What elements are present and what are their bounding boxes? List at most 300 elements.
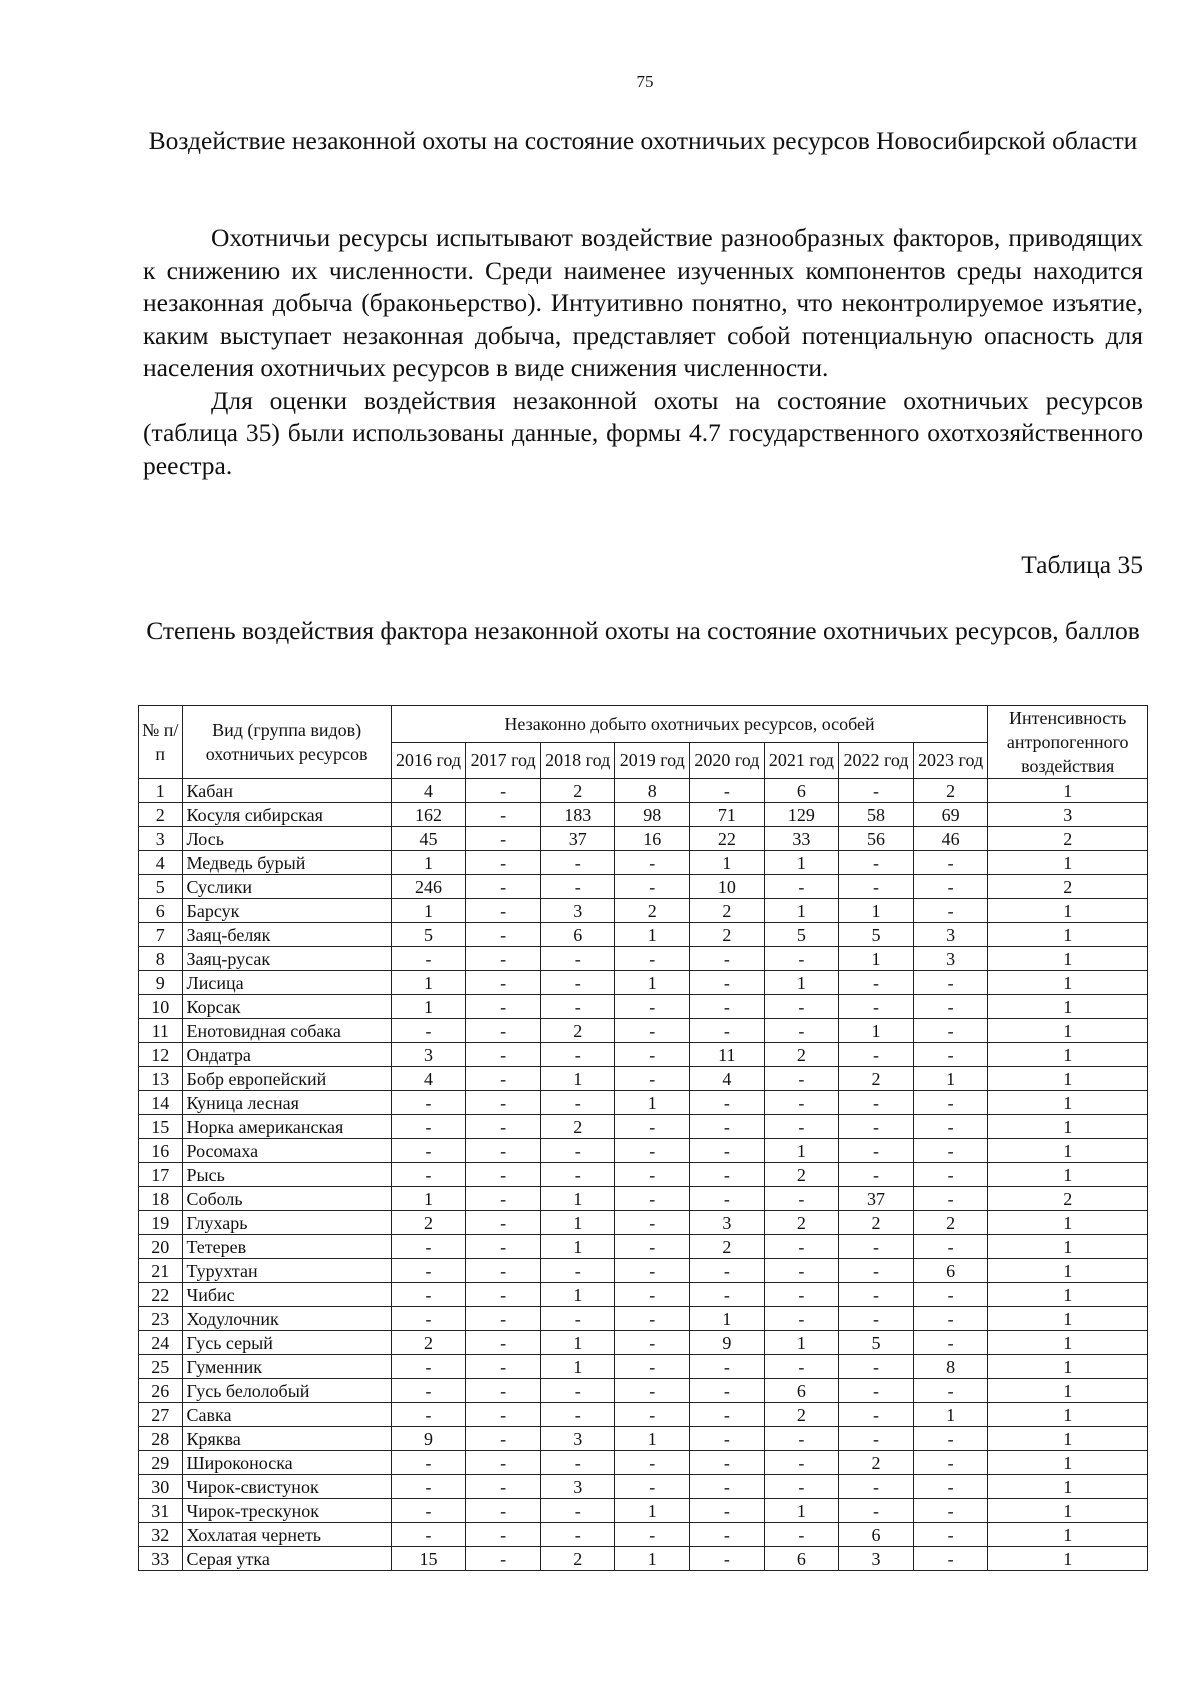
year-value-cell: 8 bbox=[615, 779, 690, 803]
table-row bbox=[139, 1451, 1148, 1475]
year-value-cell: 5 bbox=[839, 923, 914, 947]
table-row bbox=[139, 1211, 1148, 1235]
year-value-cell: 69 bbox=[913, 803, 988, 827]
table-row bbox=[139, 1115, 1148, 1139]
header-year: 2018 год bbox=[540, 742, 615, 779]
year-value-cell: - bbox=[466, 875, 541, 899]
year-value-cell: 1 bbox=[690, 1307, 765, 1331]
row-number-cell: 18 bbox=[139, 1187, 183, 1211]
year-value-cell: - bbox=[615, 1019, 690, 1043]
table-title: Степень воздействия фактора незаконной охоты на состояние охотничьих ресурсов, баллов bbox=[146, 616, 1140, 645]
year-value-cell: 2 bbox=[540, 1547, 615, 1571]
year-value-cell: - bbox=[615, 851, 690, 875]
row-number-cell: 13 bbox=[139, 1067, 183, 1091]
intensity-score-cell: 1 bbox=[988, 971, 1148, 995]
year-value-cell: - bbox=[839, 1355, 914, 1379]
intensity-score-cell: 1 bbox=[988, 923, 1148, 947]
row-number-cell: 29 bbox=[139, 1451, 183, 1475]
year-value-cell: 11 bbox=[690, 1043, 765, 1067]
row-number-cell: 16 bbox=[139, 1139, 183, 1163]
year-value-cell: - bbox=[839, 1091, 914, 1115]
year-value-cell: 56 bbox=[839, 827, 914, 851]
row-number-cell: 25 bbox=[139, 1355, 183, 1379]
species-name-cell: Чирок-трескунок bbox=[182, 1499, 391, 1523]
intensity-score-cell: 1 bbox=[988, 1115, 1148, 1139]
species-name-cell: Турухтан bbox=[182, 1259, 391, 1283]
header-intensity: Интенсивность антропогенного воздействия bbox=[988, 706, 1148, 779]
species-name-cell: Бобр европейский bbox=[182, 1067, 391, 1091]
intensity-score-cell: 1 bbox=[988, 1499, 1148, 1523]
species-name-cell: Глухарь bbox=[182, 1211, 391, 1235]
year-value-cell: 8 bbox=[913, 1355, 988, 1379]
year-value-cell: - bbox=[690, 1451, 765, 1475]
year-value-cell: 162 bbox=[391, 803, 466, 827]
year-value-cell: - bbox=[615, 1331, 690, 1355]
year-value-cell: 1 bbox=[615, 971, 690, 995]
year-value-cell: 3 bbox=[839, 1547, 914, 1571]
year-value-cell: 2 bbox=[839, 1451, 914, 1475]
year-value-cell: - bbox=[913, 971, 988, 995]
year-value-cell: - bbox=[839, 875, 914, 899]
year-value-cell: - bbox=[839, 1283, 914, 1307]
intensity-score-cell: 2 bbox=[988, 1187, 1148, 1211]
year-value-cell: - bbox=[839, 1427, 914, 1451]
intensity-score-cell: 2 bbox=[988, 875, 1148, 899]
intensity-score-cell: 1 bbox=[988, 1043, 1148, 1067]
year-value-cell: - bbox=[690, 1163, 765, 1187]
year-value-cell: 71 bbox=[690, 803, 765, 827]
year-value-cell: 3 bbox=[540, 1475, 615, 1499]
year-value-cell: 46 bbox=[913, 827, 988, 851]
year-value-cell: - bbox=[391, 1163, 466, 1187]
year-value-cell: - bbox=[391, 947, 466, 971]
species-name-cell: Гуменник bbox=[182, 1355, 391, 1379]
year-value-cell: - bbox=[690, 1499, 765, 1523]
year-value-cell: - bbox=[615, 995, 690, 1019]
species-name-cell: Суслики bbox=[182, 875, 391, 899]
year-value-cell: - bbox=[690, 995, 765, 1019]
year-value-cell: 2 bbox=[540, 1019, 615, 1043]
year-value-cell: - bbox=[839, 1139, 914, 1163]
year-value-cell: - bbox=[615, 875, 690, 899]
intensity-score-cell: 1 bbox=[988, 779, 1148, 803]
paragraph: Для оценки воздействия незаконной охоты на состояние охотничьих ресурсов (таблица 35) были использованы данные, формы 4.7 государственного охотхозяйственного реестра. bbox=[143, 385, 1143, 480]
year-value-cell: 6 bbox=[540, 923, 615, 947]
year-value-cell: 9 bbox=[690, 1331, 765, 1355]
year-value-cell: - bbox=[913, 1091, 988, 1115]
table-row bbox=[139, 1307, 1148, 1331]
year-value-cell: - bbox=[466, 1523, 541, 1547]
table-row bbox=[139, 1283, 1148, 1307]
year-value-cell: 4 bbox=[690, 1067, 765, 1091]
intensity-score-cell: 1 bbox=[988, 1331, 1148, 1355]
year-value-cell: 6 bbox=[839, 1523, 914, 1547]
species-name-cell: Норка американская bbox=[182, 1115, 391, 1139]
year-value-cell: - bbox=[913, 1475, 988, 1499]
year-value-cell: - bbox=[540, 1379, 615, 1403]
year-value-cell: - bbox=[540, 1523, 615, 1547]
species-name-cell: Росомаха bbox=[182, 1139, 391, 1163]
species-name-cell: Корсак bbox=[182, 995, 391, 1019]
year-value-cell: - bbox=[615, 1307, 690, 1331]
row-number-cell: 22 bbox=[139, 1283, 183, 1307]
year-value-cell: - bbox=[540, 1403, 615, 1427]
table-row bbox=[139, 1547, 1148, 1571]
row-number-cell: 12 bbox=[139, 1043, 183, 1067]
species-name-cell: Лось bbox=[182, 827, 391, 851]
row-number-cell: 24 bbox=[139, 1331, 183, 1355]
table-row bbox=[139, 851, 1148, 875]
year-value-cell: - bbox=[391, 1139, 466, 1163]
year-value-cell: - bbox=[466, 1379, 541, 1403]
year-value-cell: - bbox=[391, 1259, 466, 1283]
year-value-cell: 3 bbox=[913, 923, 988, 947]
year-value-cell: - bbox=[466, 1547, 541, 1571]
year-value-cell: 1 bbox=[391, 971, 466, 995]
year-value-cell: - bbox=[913, 1499, 988, 1523]
intensity-score-cell: 1 bbox=[988, 1067, 1148, 1091]
species-name-cell: Серая утка bbox=[182, 1547, 391, 1571]
year-value-cell: - bbox=[913, 875, 988, 899]
intensity-score-cell: 1 bbox=[988, 1211, 1148, 1235]
year-value-cell: - bbox=[764, 1187, 839, 1211]
table-row bbox=[139, 1259, 1148, 1283]
year-value-cell: - bbox=[391, 1091, 466, 1115]
table-number: Таблица 35 bbox=[1021, 550, 1143, 579]
year-value-cell: 37 bbox=[839, 1187, 914, 1211]
year-value-cell: - bbox=[690, 1139, 765, 1163]
year-value-cell: - bbox=[615, 1379, 690, 1403]
year-value-cell: - bbox=[764, 1283, 839, 1307]
year-value-cell: - bbox=[913, 1235, 988, 1259]
year-value-cell: - bbox=[764, 1355, 839, 1379]
header-year: 2017 год bbox=[466, 742, 541, 779]
species-name-cell: Савка bbox=[182, 1403, 391, 1427]
year-value-cell: - bbox=[690, 1355, 765, 1379]
species-name-cell: Чирок-свистунок bbox=[182, 1475, 391, 1499]
year-value-cell: 1 bbox=[764, 1499, 839, 1523]
year-value-cell: - bbox=[913, 1523, 988, 1547]
species-name-cell: Рысь bbox=[182, 1163, 391, 1187]
year-value-cell: - bbox=[690, 1547, 765, 1571]
year-value-cell: 2 bbox=[391, 1331, 466, 1355]
year-value-cell: - bbox=[690, 1403, 765, 1427]
year-value-cell: - bbox=[466, 1283, 541, 1307]
year-value-cell: 22 bbox=[690, 827, 765, 851]
intensity-score-cell: 2 bbox=[988, 827, 1148, 851]
species-name-cell: Лисица bbox=[182, 971, 391, 995]
intensity-score-cell: 1 bbox=[988, 899, 1148, 923]
year-value-cell: - bbox=[839, 1115, 914, 1139]
year-value-cell: 3 bbox=[913, 947, 988, 971]
year-value-cell: - bbox=[839, 1379, 914, 1403]
year-value-cell: - bbox=[839, 1475, 914, 1499]
year-value-cell: - bbox=[466, 1451, 541, 1475]
row-number-cell: 1 bbox=[139, 779, 183, 803]
year-value-cell: 2 bbox=[839, 1211, 914, 1235]
row-number-cell: 28 bbox=[139, 1427, 183, 1451]
header-year: 2021 год bbox=[764, 742, 839, 779]
row-number-cell: 33 bbox=[139, 1547, 183, 1571]
year-value-cell: - bbox=[690, 1091, 765, 1115]
year-value-cell: 1 bbox=[391, 851, 466, 875]
year-value-cell: - bbox=[764, 1475, 839, 1499]
year-value-cell: 1 bbox=[615, 1547, 690, 1571]
species-name-cell: Чибис bbox=[182, 1283, 391, 1307]
table-row bbox=[139, 1331, 1148, 1355]
year-value-cell: 16 bbox=[615, 827, 690, 851]
year-value-cell: - bbox=[764, 947, 839, 971]
year-value-cell: 1 bbox=[540, 1211, 615, 1235]
year-value-cell: - bbox=[839, 995, 914, 1019]
year-value-cell: - bbox=[839, 779, 914, 803]
year-value-cell: - bbox=[764, 1427, 839, 1451]
year-value-cell: 1 bbox=[764, 851, 839, 875]
year-value-cell: 2 bbox=[913, 779, 988, 803]
year-value-cell: - bbox=[913, 1379, 988, 1403]
intensity-score-cell: 1 bbox=[988, 1283, 1148, 1307]
row-number-cell: 17 bbox=[139, 1163, 183, 1187]
year-value-cell: - bbox=[466, 803, 541, 827]
row-number-cell: 27 bbox=[139, 1403, 183, 1427]
year-value-cell: 3 bbox=[540, 899, 615, 923]
intensity-score-cell: 1 bbox=[988, 1403, 1148, 1427]
year-value-cell: - bbox=[690, 1115, 765, 1139]
year-value-cell: - bbox=[839, 1403, 914, 1427]
year-value-cell: - bbox=[913, 1163, 988, 1187]
year-value-cell: - bbox=[540, 1139, 615, 1163]
header-year: 2023 год bbox=[913, 742, 988, 779]
year-value-cell: 98 bbox=[615, 803, 690, 827]
paragraph: Охотничьи ресурсы испытывают воздействие разнообразных факторов, приводящих к снижению их численности. Среди наименее изученных компонентов среды находится незаконная добыча (браконьерство). Интуитивно понятно, что неконтролируемое изъятие, каким выступает незаконная добыча, представляет собой потенциальную опасность для населения охотничьих ресурсов в виде снижения численности. bbox=[143, 223, 1143, 382]
year-value-cell: - bbox=[839, 851, 914, 875]
year-value-cell: - bbox=[690, 971, 765, 995]
intensity-score-cell: 1 bbox=[988, 1355, 1148, 1379]
year-value-cell: 1 bbox=[391, 995, 466, 1019]
year-value-cell: - bbox=[391, 1283, 466, 1307]
year-value-cell: - bbox=[615, 1043, 690, 1067]
year-value-cell: 1 bbox=[615, 1427, 690, 1451]
row-number-cell: 20 bbox=[139, 1235, 183, 1259]
year-value-cell: 2 bbox=[615, 899, 690, 923]
row-number-cell: 15 bbox=[139, 1115, 183, 1139]
year-value-cell: - bbox=[615, 1235, 690, 1259]
year-value-cell: 1 bbox=[764, 1139, 839, 1163]
row-number-cell: 11 bbox=[139, 1019, 183, 1043]
year-value-cell: 1 bbox=[913, 1403, 988, 1427]
intensity-score-cell: 1 bbox=[988, 1019, 1148, 1043]
year-value-cell: 37 bbox=[540, 827, 615, 851]
year-value-cell: 1 bbox=[913, 1067, 988, 1091]
header-illegal-harvest: Незаконно добыто охотничьих ресурсов, особей bbox=[391, 706, 988, 743]
year-value-cell: - bbox=[540, 1451, 615, 1475]
row-number-cell: 32 bbox=[139, 1523, 183, 1547]
year-value-cell: 1 bbox=[839, 899, 914, 923]
table-row bbox=[139, 947, 1148, 971]
year-value-cell: 2 bbox=[764, 1043, 839, 1067]
year-value-cell: - bbox=[391, 1379, 466, 1403]
year-value-cell: 58 bbox=[839, 803, 914, 827]
species-name-cell: Заяц-беляк bbox=[182, 923, 391, 947]
year-value-cell: - bbox=[764, 1523, 839, 1547]
year-value-cell: - bbox=[913, 1307, 988, 1331]
year-value-cell: 246 bbox=[391, 875, 466, 899]
year-value-cell: - bbox=[690, 1259, 765, 1283]
year-value-cell: - bbox=[839, 1235, 914, 1259]
year-value-cell: - bbox=[690, 1283, 765, 1307]
year-value-cell: 2 bbox=[764, 1403, 839, 1427]
year-value-cell: 2 bbox=[764, 1163, 839, 1187]
intensity-score-cell: 1 bbox=[988, 1451, 1148, 1475]
year-value-cell: - bbox=[913, 1139, 988, 1163]
table-row bbox=[139, 1475, 1148, 1499]
year-value-cell: - bbox=[764, 1019, 839, 1043]
intensity-score-cell: 3 bbox=[988, 803, 1148, 827]
body-text bbox=[143, 222, 1143, 482]
year-value-cell: - bbox=[391, 1115, 466, 1139]
year-value-cell: - bbox=[615, 1187, 690, 1211]
year-value-cell: - bbox=[764, 1307, 839, 1331]
year-value-cell: - bbox=[839, 971, 914, 995]
header-year: 2019 год bbox=[615, 742, 690, 779]
year-value-cell: - bbox=[615, 1259, 690, 1283]
year-value-cell: - bbox=[615, 1067, 690, 1091]
table-row bbox=[139, 1523, 1148, 1547]
year-value-cell: - bbox=[466, 1331, 541, 1355]
year-value-cell: - bbox=[391, 1451, 466, 1475]
year-value-cell: - bbox=[913, 851, 988, 875]
intensity-score-cell: 1 bbox=[988, 851, 1148, 875]
intensity-score-cell: 1 bbox=[988, 1523, 1148, 1547]
year-value-cell: 5 bbox=[839, 1331, 914, 1355]
year-value-cell: - bbox=[540, 971, 615, 995]
year-value-cell: - bbox=[615, 1211, 690, 1235]
species-name-cell: Медведь бурый bbox=[182, 851, 391, 875]
year-value-cell: - bbox=[391, 1355, 466, 1379]
species-name-cell: Гусь серый bbox=[182, 1331, 391, 1355]
table-row bbox=[139, 1235, 1148, 1259]
table-body bbox=[139, 779, 1148, 1571]
header-year: 2020 год bbox=[690, 742, 765, 779]
year-value-cell: - bbox=[764, 1235, 839, 1259]
year-value-cell: - bbox=[391, 1475, 466, 1499]
year-value-cell: - bbox=[466, 1427, 541, 1451]
year-value-cell: 6 bbox=[764, 779, 839, 803]
row-number-cell: 31 bbox=[139, 1499, 183, 1523]
year-value-cell: 1 bbox=[764, 971, 839, 995]
table-row bbox=[139, 1187, 1148, 1211]
year-value-cell: - bbox=[540, 1043, 615, 1067]
year-value-cell: - bbox=[764, 875, 839, 899]
year-value-cell: - bbox=[615, 1523, 690, 1547]
table-row bbox=[139, 995, 1148, 1019]
year-value-cell: 2 bbox=[764, 1211, 839, 1235]
intensity-score-cell: 1 bbox=[988, 1427, 1148, 1451]
year-value-cell: 2 bbox=[839, 1067, 914, 1091]
intensity-score-cell: 1 bbox=[988, 1235, 1148, 1259]
intensity-score-cell: 1 bbox=[988, 947, 1148, 971]
year-value-cell: - bbox=[615, 1283, 690, 1307]
year-value-cell: - bbox=[913, 1115, 988, 1139]
year-value-cell: - bbox=[540, 1163, 615, 1187]
year-value-cell: - bbox=[690, 1427, 765, 1451]
year-value-cell: - bbox=[466, 1259, 541, 1283]
year-value-cell: 6 bbox=[764, 1379, 839, 1403]
page-number: 75 bbox=[636, 72, 654, 91]
row-number-cell: 6 bbox=[139, 899, 183, 923]
species-name-cell: Широконоска bbox=[182, 1451, 391, 1475]
year-value-cell: - bbox=[466, 1019, 541, 1043]
year-value-cell: - bbox=[615, 1115, 690, 1139]
species-name-cell: Тетерев bbox=[182, 1235, 391, 1259]
header-num: № п/п bbox=[139, 706, 183, 779]
year-value-cell: - bbox=[615, 947, 690, 971]
year-value-cell: 1 bbox=[540, 1235, 615, 1259]
table-row bbox=[139, 1403, 1148, 1427]
year-value-cell: - bbox=[466, 1499, 541, 1523]
table-row bbox=[139, 1067, 1148, 1091]
year-value-cell: 1 bbox=[764, 1331, 839, 1355]
table-row bbox=[139, 827, 1148, 851]
year-value-cell: - bbox=[466, 1211, 541, 1235]
year-value-cell: - bbox=[615, 1451, 690, 1475]
year-value-cell: 1 bbox=[391, 899, 466, 923]
year-value-cell: 1 bbox=[615, 923, 690, 947]
table-row bbox=[139, 1091, 1148, 1115]
year-value-cell: 6 bbox=[913, 1259, 988, 1283]
year-value-cell: - bbox=[690, 779, 765, 803]
year-value-cell: - bbox=[839, 1499, 914, 1523]
year-value-cell: - bbox=[540, 1499, 615, 1523]
year-value-cell: - bbox=[690, 1379, 765, 1403]
year-value-cell: 183 bbox=[540, 803, 615, 827]
year-value-cell: 3 bbox=[690, 1211, 765, 1235]
table-row bbox=[139, 1163, 1148, 1187]
year-value-cell: - bbox=[913, 1547, 988, 1571]
year-value-cell: - bbox=[466, 851, 541, 875]
table-row bbox=[139, 779, 1148, 803]
table-row bbox=[139, 875, 1148, 899]
row-number-cell: 19 bbox=[139, 1211, 183, 1235]
species-name-cell: Хохлатая чернеть bbox=[182, 1523, 391, 1547]
year-value-cell: 1 bbox=[615, 1499, 690, 1523]
year-value-cell: - bbox=[913, 1283, 988, 1307]
year-value-cell: - bbox=[466, 1403, 541, 1427]
table-row bbox=[139, 1499, 1148, 1523]
year-value-cell: - bbox=[466, 1307, 541, 1331]
year-value-cell: 3 bbox=[540, 1427, 615, 1451]
year-value-cell: - bbox=[690, 1019, 765, 1043]
year-value-cell: - bbox=[466, 1115, 541, 1139]
row-number-cell: 26 bbox=[139, 1379, 183, 1403]
year-value-cell: 2 bbox=[391, 1211, 466, 1235]
year-value-cell: 1 bbox=[615, 1091, 690, 1115]
row-number-cell: 9 bbox=[139, 971, 183, 995]
table-row bbox=[139, 803, 1148, 827]
intensity-score-cell: 1 bbox=[988, 1475, 1148, 1499]
year-value-cell: - bbox=[839, 1043, 914, 1067]
intensity-score-cell: 1 bbox=[988, 1379, 1148, 1403]
species-name-cell: Кряква bbox=[182, 1427, 391, 1451]
row-number-cell: 8 bbox=[139, 947, 183, 971]
year-value-cell: - bbox=[466, 1187, 541, 1211]
year-value-cell: - bbox=[764, 995, 839, 1019]
year-value-cell: - bbox=[540, 947, 615, 971]
year-value-cell: - bbox=[764, 1091, 839, 1115]
year-value-cell: - bbox=[391, 1403, 466, 1427]
year-value-cell: 1 bbox=[764, 899, 839, 923]
intensity-score-cell: 1 bbox=[988, 995, 1148, 1019]
